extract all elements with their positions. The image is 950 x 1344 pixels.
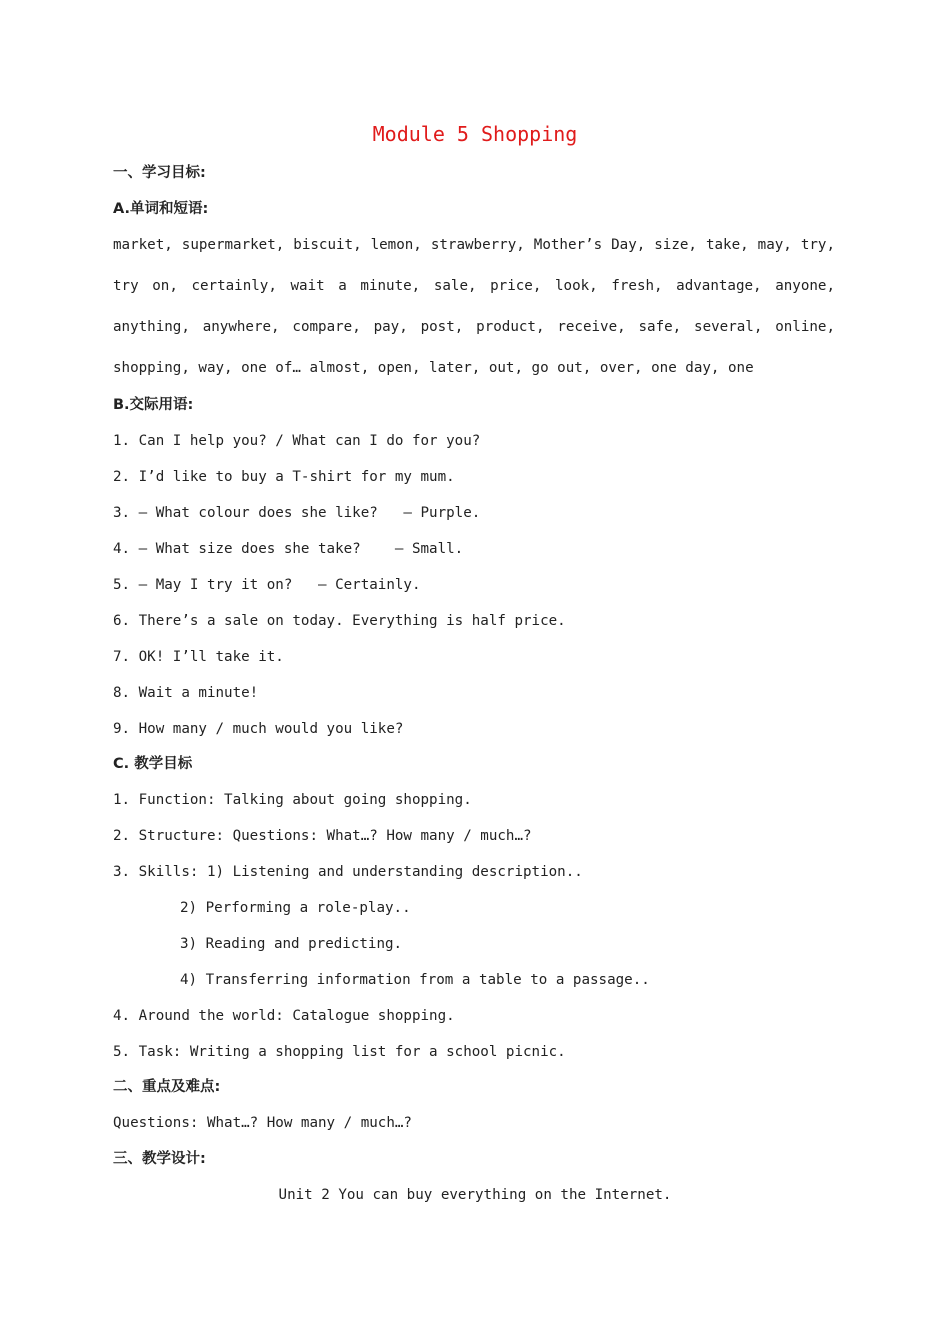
section-3-heading: 三、教学设计: xyxy=(113,1151,206,1167)
phrase-item: 3. — What colour does she like? — Purple. xyxy=(113,505,481,521)
phrase-item: 6. There’s a sale on today. Everything is half price. xyxy=(113,613,566,629)
goal-item: 2. Structure: Questions: What…? How many / much…? xyxy=(113,828,532,844)
goal-item: 3. Skills: 1) Listening and understanding description.. xyxy=(113,864,583,880)
key-points-text: Questions: What…? How many / much…? xyxy=(113,1115,412,1131)
phrase-item: 4. — What size does she take? — Small. xyxy=(113,541,464,557)
goal-item: 5. Task: Writing a shopping list for a school picnic. xyxy=(113,1044,566,1060)
goals-heading: C. 教学目标 xyxy=(113,756,193,772)
phrase-item: 5. — May I try it on? — Certainly. xyxy=(113,577,421,593)
section-1-heading: 一、学习目标: xyxy=(113,165,206,181)
vocab-heading: A.单词和短语: xyxy=(113,201,209,217)
phrase-item: 8. Wait a minute! xyxy=(113,685,259,701)
phrase-item: 7. OK! I’ll take it. xyxy=(113,649,284,665)
phrase-item: 9. How many / much would you like? xyxy=(113,721,404,737)
skill-sub-item: 3) Reading and predicting. xyxy=(180,936,403,952)
phrase-item: 1. Can I help you? / What can I do for you? xyxy=(113,433,481,449)
vocab-line-3: anything, anywhere, compare, pay, post, product, receive, safe, several, online, xyxy=(113,319,835,335)
vocab-line-1: market, supermarket, biscuit, lemon, strawberry, Mother’s Day, size, take, may, try, xyxy=(113,237,835,253)
vocab-line-2: try on, certainly, wait a minute, sale, price, look, fresh, advantage, anyone, xyxy=(113,278,835,294)
document-title: Module 5 Shopping xyxy=(372,122,578,146)
goal-item: 1. Function: Talking about going shopping. xyxy=(113,792,472,808)
vocab-line-4: shopping, way, one of… almost, open, later, out, go out, over, one day, one xyxy=(113,360,754,376)
phrases-heading: B.交际用语: xyxy=(113,397,194,413)
section-2-heading: 二、重点及难点: xyxy=(113,1079,221,1095)
skill-sub-item: 4) Transferring information from a table to a passage.. xyxy=(180,972,650,988)
goal-item: 4. Around the world: Catalogue shopping. xyxy=(113,1008,455,1024)
skill-sub-item: 2) Performing a role-play.. xyxy=(180,900,411,916)
unit-title: Unit 2 You can buy everything on the Internet. xyxy=(278,1187,672,1203)
phrase-item: 2. I’d like to buy a T-shirt for my mum. xyxy=(113,469,455,485)
